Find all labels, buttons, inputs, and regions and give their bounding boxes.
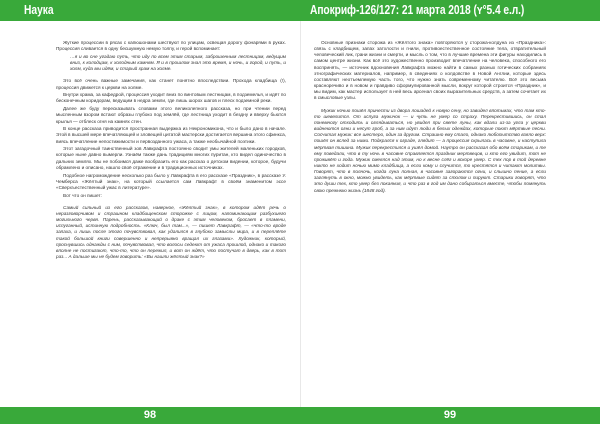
paragraph: В конце рассказа приводится пространная выдержка из Некрономикона, что и было дано в начале. Этой в высшей мере впечатляющей и зловещей цитатой мастерски достигается вершина этого сфинкса, виясь впечатление непостижимости и первозданного ужаса, а также необычайной поэтики. [56,126,286,144]
paragraph: Подобное нагромождение несколько раз было у Лавкрафта в его рассказе «Праздник», в рассказе У. Чемберса «Жёлтый знак», на который ссылается сам Лавкрафт в своём знаменитом эссе «Сверхъестественный ужас в литературе». [56,172,286,190]
paragraph: Основные признаки сторожа из «Жёлтого знака» повторяются у сторожа-колдуна из «Праздника»: связь с кладбищем, запах затхлости и гнили, противоестественное состояние тела, отвратительный человеческий лик, грани жизни и смерти, и мысль о том, что в лучшие времена эти фигуры находились в самом центре жизни. Как всё это художественно производит впечатление на человека, способного его воспринять, — источник вдохновения Лавкрафта можно найти в самых разных готических собраниях этнографических материалов, например, в сведениях о колдовстве в Новой Англии, которые здесь составляют неотъемлемую часть того, что нужно знать современному читателю. Всё это весьма красноречиво и в новом и правдиво сформулированной мысли, вокруг которой строится «Праздник», и мы видим, как мастер использует в ней весь арсенал своих выразительных средств, а затем сочетает их в смысловые узлы. [314,40,546,101]
left-footer-bar [0,407,300,424]
left-header-bar [0,0,300,21]
right-page [300,0,600,424]
paragraph: Жуткие процессии в рясах с капюшонами шествуют по улицам, освещая дорогу фонарями в руках. Процессия сливается в одну бесшумную немую толпу, и герой вспоминает: [56,40,286,52]
left-text-column [56,40,286,262]
quote-paragraph: …я и во сне угадаю путь, что иду по всем этим старым, заброшенным лестницам, ведущим вниз, к колодцам, к холодным камням. Я и в прошлом знал это время, и ночь, и город, и путь, и холм, куда мы идём, и старый храм на холме. [70,53,286,72]
right-header-bar [300,0,600,21]
paragraph: Этот загадочный таинственный зов Лавкрафта постоянно сводит умы жителей маленьких городков, которые ныне давно вымерли. Узнаём также дань традициям многих пуритан, кто видел одиночество в дальних землях. Мы не побоимся даже вообразить его как рассказ о детском видении, которое, будучи обрамлено и описано, нашло своё отражение и в традиционных источниках. [56,146,286,170]
right-footer-bar [300,407,600,424]
page-number: 98 [143,409,157,421]
paragraph: Далее же буду пересказывать словами этого великолепного рассказа, но при чтении перед мысленным взором встают образы глубоко под землёй, где лестница уходит в бездну и вверху бьются крылья — отблеск огня на камнях стен. [56,106,286,124]
right-text-column [314,40,546,195]
paragraph: Вот что он пишет: [63,192,102,198]
paragraph: Внутри храма, за кафедрой, процессия уходит вниз по винтовым лестницам, в подземелья, и идёт по бесконечным коридорам, ведущим в недра земли, где лишь шорох шагов и плеск подземной реки. [56,92,286,104]
section-title: Наука [24,3,54,17]
italic-quote-paragraph: Мужик ночью пошёл принести из двора лошадей к новую сену, но завидел впотьмах, что там кто-то шевелится. От испуга мужичок — и чуть не умер со страху. Перекрестившись, он стал понемногу отходить и оглядываться, но увидел при свете луны, как вдали из-за угла у церкви виднеются огни и несут гроб, а за ним идут люди в белых одеждах, которые поют мёртвые песни. Сосчитал мужик: все шестеро, один за другим. Страшно ему стало, однако любопытство взяло верх: пошёл он вслед за ними. Подкрался к ограде, глядит — а процессия скрылась в часовне, и наступила мёртвая тишина. Мужик перекрестился и ушёл домой. Наутро он рассказал обо всём старикам, и те ему поведали, что в ту ночь в часовне справляется праздник мертвецов, и кто его увидит, тот не проживёт и года. Мужик смеялся над этим, но к весне слёг и вскоре умер. С тех пор в той деревне никто не ходит ночью мимо кладбища, а если кому и случится, то крестятся и читают молитвы. Говорят, что в полночь, когда луна полная, в часовне загораются огни, и слышно пение, а если заглянуть в окно, можно увидеть, как мёртвые сидят за столом и пируют. Старики говорят, что это души тех, кто умер без покаяния, и что раз в год им дано собираться вместе, чтобы помянуть свою прежнюю жизнь (1848 год). [314,107,546,193]
page-gutter [300,21,301,407]
issue-title: Апокриф-126/127: 21 марта 2018 (ʏ°5.4 е.л.) [310,3,525,17]
page-number: 99 [443,409,457,421]
italic-quote-paragraph: Самый сильный из его рассказов, наверное, «Жёлтый знак», в котором идёт речь о неразговорчивом и страшном кладбищенском сторожке с лицом, напоминающим разбухшего могильного червя. Парень, рассказывающий о драке с этим человеком, бросает в пламени, испуганный, истинную подробность. «Ключ, был там...», — пишет Лавкрафт, — «что-то вроде запаха, и лишь после этого почувствовал, как удалился в глубоко замыслы мира, и в переплёте такой большой книги совершенно и непрерывно вращал их глазами». Художник, который, проснувшись однажды с ним, почувствовал, что волосы седеют от ужаса прошлой, однако и такого вполне не постигают, что-то, что он пережил, и вот он ждёт, что постучат в дверь, как в тот раз... А дальше мы не будем говорить: «Вы нашли жёлтый знак?» [56,204,286,259]
paragraph: Это всё очень важные замечания, как станет понятно впоследствии. Прохода кладбища (!), процессия движется к церкви на холме. [56,78,286,90]
